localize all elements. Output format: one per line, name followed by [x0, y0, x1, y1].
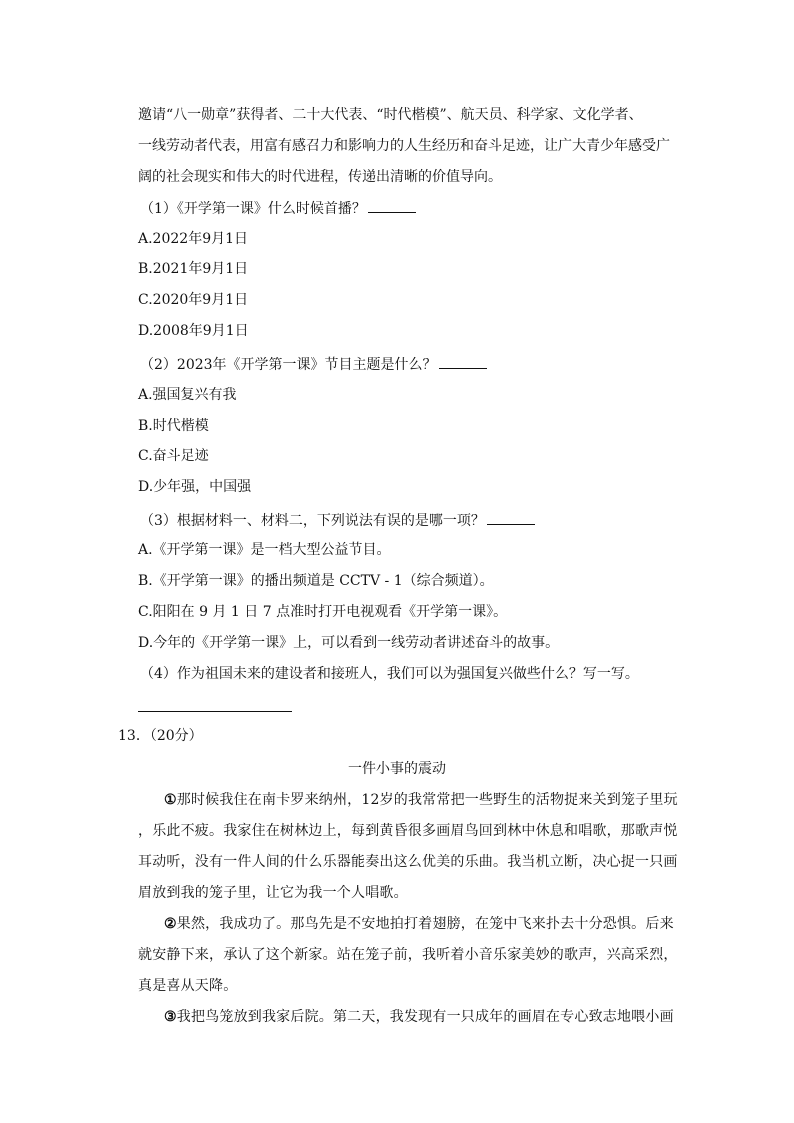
question-3-text: （3）根据材料一、材料二，下列说法有误的是哪一项？ [140, 513, 485, 529]
passage-p1-line-4: 眉放到我的笼子里，让它为我一个人唱歌。 [138, 885, 408, 901]
intro-line-2: 一线劳动者代表，用富有感召力和影响力的人生经历和奋斗足迹，让广大青少年感受广 [138, 138, 670, 154]
question-2-prompt [140, 354, 487, 375]
passage-p2-line-2: 就安静下来，承认了这个新家。站在笼子前，我听着小音乐家美妙的歌声，兴高采烈， [138, 947, 678, 963]
question-4-answer-line[interactable] [138, 711, 292, 712]
paragraph-number-2: ② [164, 916, 177, 932]
question-1-text: （1）《开学第一课》什么时候首播？ [140, 201, 366, 217]
paragraph-number-1: ① [164, 792, 177, 808]
question-3-option-a: A.《开学第一课》是一档大型公益节目。 [138, 542, 391, 558]
question-1-blank[interactable] [368, 198, 416, 213]
passage-p3-text-1: 我把鸟笼放到我家后院。第二天，我发现有一只成年的画眉在专心致志地喂小画 [176, 1009, 674, 1025]
intro-line-1: 邀请“八一勋章”获得者、二十大代表、“时代楷模”、航天员、科学家、文化学者、 [138, 107, 643, 123]
passage-p1-line-1 [164, 790, 678, 810]
question-1-option-a: A.2022年9月1日 [138, 231, 249, 247]
passage-p1-line-2: ，乐此不疲。我家住在树林边上，每到黄昏很多画眉鸟回到林中休息和唱歌，那歌声悦 [138, 823, 678, 839]
question-2-option-d: D.少年强，中国强 [138, 479, 252, 495]
question-1-option-c: C.2020年9月1日 [138, 292, 249, 308]
passage-p1-text-1: 那时候我住在南卡罗来纳州，12岁的我常常把一些野生的活物捉来关到笼子里玩 [176, 792, 678, 808]
passage-title: 一件小事的震动 [348, 761, 446, 777]
question-1-option-d: D.2008年9月1日 [138, 323, 249, 339]
question-3-prompt [140, 510, 535, 531]
question-3-option-b: B.《开学第一课》的播出频道是 CCTV - 1（综合频道）。 [138, 573, 494, 589]
passage-p2-line-1 [164, 914, 674, 934]
question-3-blank[interactable] [487, 510, 535, 525]
intro-line-3: 阔的社会现实和伟大的时代进程，传递出清晰的价值导向。 [138, 169, 502, 185]
passage-p3-line-1 [164, 1007, 674, 1027]
passage-p1-line-3: 耳动听，没有一件人间的什么乐器能奏出这么优美的乐曲。我当机立断，决心捉一只画 [138, 854, 678, 870]
question-2-blank[interactable] [439, 354, 487, 369]
question-13-header: 13．（20分） [118, 728, 203, 744]
question-2-option-c: C.奋斗足迹 [138, 448, 209, 464]
question-3-option-c: C.阳阳在 9 月 1 日 7 点准时打开电视观看《开学第一课》。 [138, 604, 508, 620]
question-2-option-a: A.强国复兴有我 [138, 387, 237, 403]
question-1-prompt [140, 198, 416, 219]
question-2-text: （2）2023年《开学第一课》节目主题是什么？ [140, 357, 437, 373]
question-2-option-b: B.时代楷模 [138, 418, 209, 434]
question-4-prompt: （4）作为祖国未来的建设者和接班人，我们可以为强国复兴做些什么？写一写。 [140, 666, 639, 682]
passage-p2-line-3: 真是喜从天降。 [138, 978, 238, 994]
question-1-option-b: B.2021年9月1日 [138, 261, 249, 277]
passage-p2-text-1: 果然，我成功了。那鸟先是不安地拍打着翅膀，在笼中飞来扑去十分恐惧。后来 [176, 916, 674, 932]
question-3-option-d: D.今年的《开学第一课》上，可以看到一线劳动者讲述奋斗的故事。 [138, 635, 560, 651]
paragraph-number-3: ③ [164, 1009, 177, 1025]
